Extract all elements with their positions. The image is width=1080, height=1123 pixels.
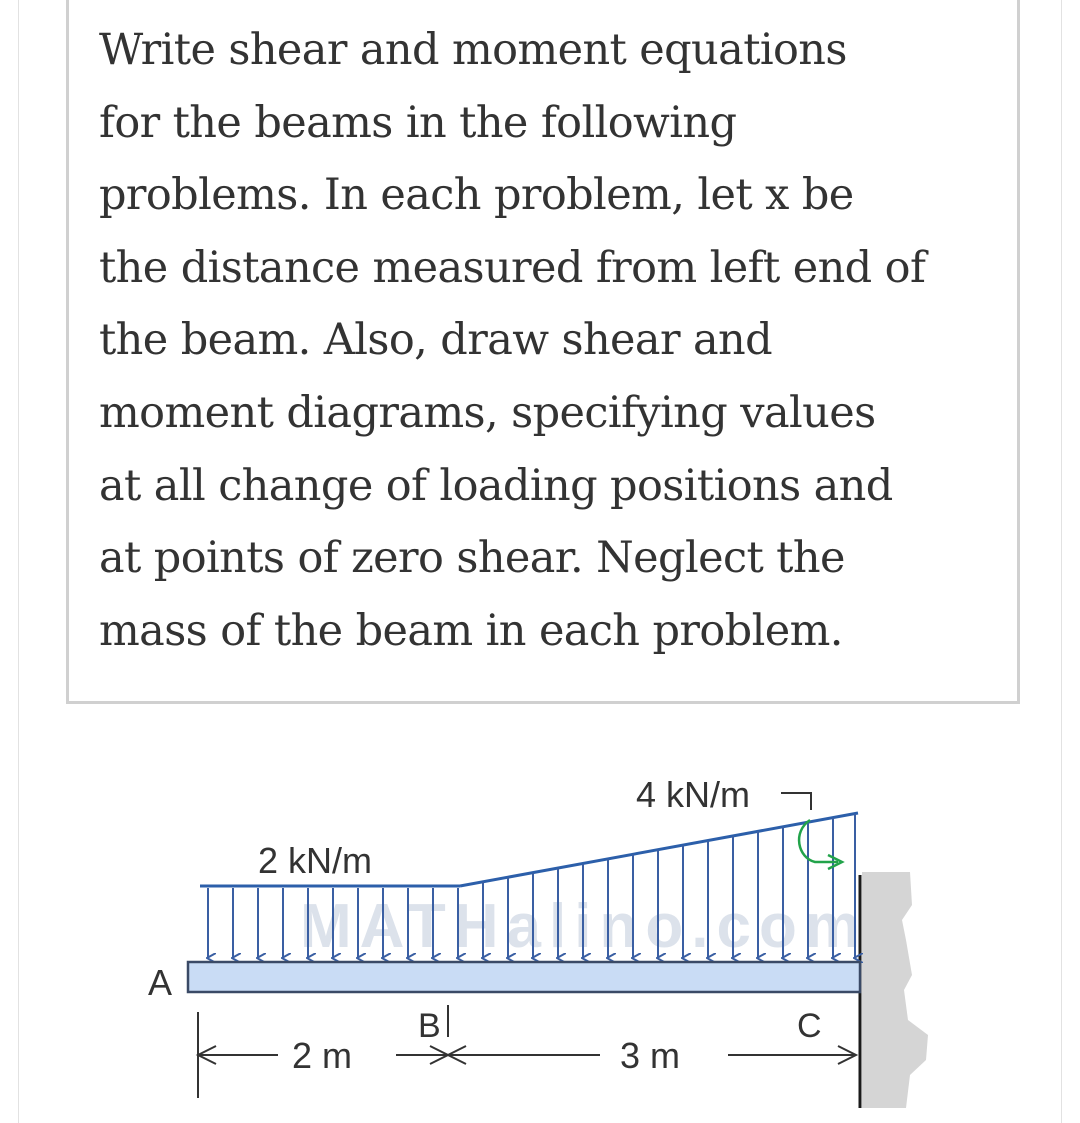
- problem-line: mass of the beam in each problem.: [99, 605, 843, 656]
- problem-line: at points of zero shear. Neglect the: [99, 533, 845, 584]
- watermark: MATHalino.com: [300, 892, 860, 961]
- problem-line: problems. In each problem, let x be: [99, 170, 854, 221]
- span-bc-label: 3 m: [620, 1035, 681, 1076]
- point-a-label: A: [148, 962, 173, 1003]
- problem-line: the distance measured from left end of: [99, 242, 926, 293]
- beam: [188, 962, 860, 992]
- span-ab-label: 2 m: [292, 1035, 353, 1076]
- point-c-label: C: [797, 1007, 822, 1045]
- peak-load-leader: [781, 793, 811, 810]
- point-b-label: B: [418, 1007, 441, 1045]
- uniform-load-label: 2 kN/m: [258, 840, 373, 881]
- problem-line: Write shear and moment equations: [99, 25, 847, 75]
- problem-line: the beam. Also, draw shear and: [99, 315, 773, 366]
- problem-line: moment diagrams, specifying values: [99, 387, 876, 438]
- peak-load-label: 4 kN/m: [636, 774, 751, 815]
- problem-line: at all change of loading positions and: [99, 460, 893, 511]
- problem-line: for the beams in the following: [99, 97, 737, 148]
- fixed-wall-support: [862, 872, 928, 1108]
